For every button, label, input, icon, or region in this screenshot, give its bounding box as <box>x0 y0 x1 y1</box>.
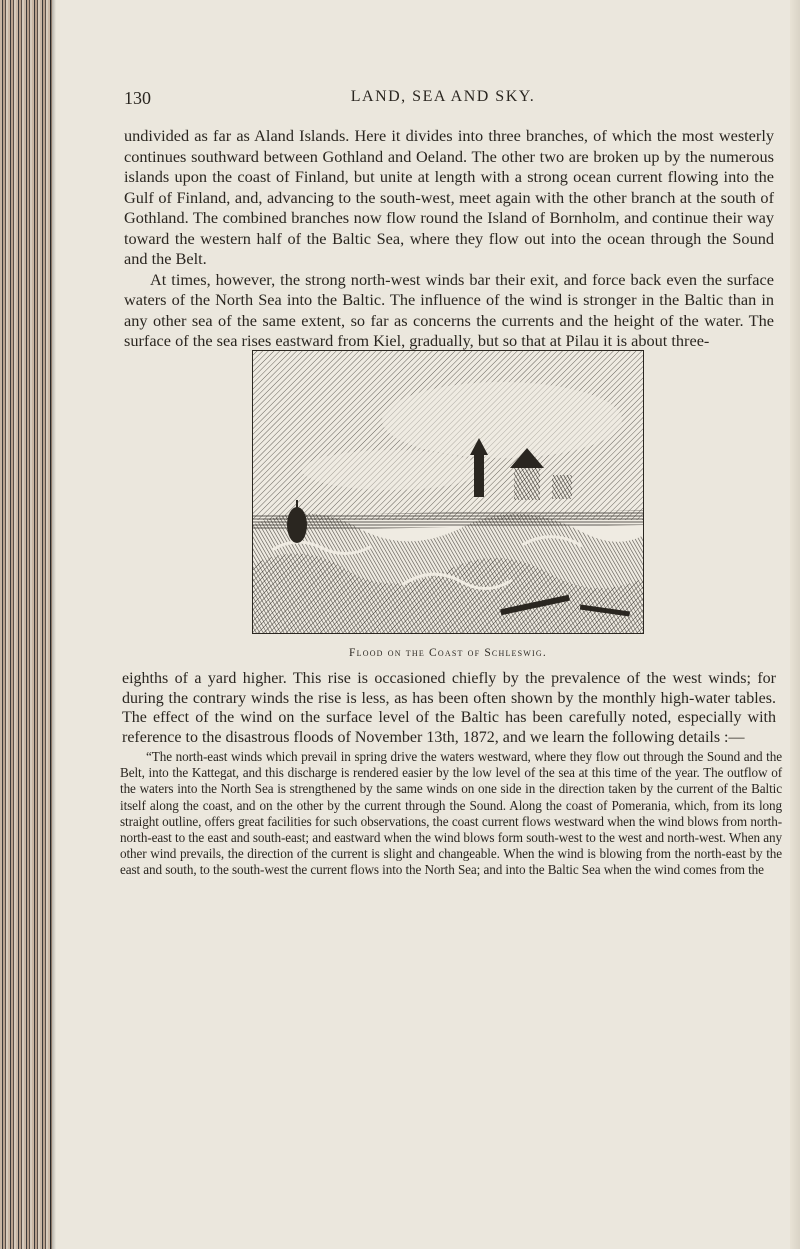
quotation-text: “The north-east winds which prevail in spring drive the waters westward, where they flow out through the Sound and the Belt, into the Kattegat, and this discharge is rendered easier by the low level of the sea at this time of the year. The outflow of the waters into the North Sea is strengthened by the same winds on one side in the direction taken by the current of the Baltic itself along the coast, and on the other by the current through the Sound. Along the coast of Pomerania, which, from its long straight outline, offers great facilities for such observations, the coast current flows westward when the wind blows from north-north-east to the east and south-east; and eastward when the wind blows form south-west to the west and north-west. When any other wind prevails, the direction of the current is slight and changeable. When the wind is blowing from the north-east by the east and south, to the south-west the current flows into the North Sea; and into the Baltic Sea when the wind comes from the <box>120 749 782 878</box>
running-title: LAND, SEA AND SKY. <box>350 88 536 105</box>
book-binding-edge <box>0 0 52 1249</box>
paragraph-text: undivided as far as Aland Islands. Here it divides into three branches, of which the most westerly continues southward between Gothland and Oeland. The other two are broken up by the numerous islands upon the coast of Finland, but unite at length with a strong ocean current flowing into the Gulf of Finland, and, advancing to the south-west, meet again with the other branch at the south of Gothland. The combined branches now flow round the Island of Bornholm, and continue their way toward the western half of the Baltic Sea, where they flow out into the ocean through the Sound and the Belt. <box>124 126 774 268</box>
figure-caption-text: Flood on the Coast of Schleswig. <box>349 647 547 659</box>
flood-engraving-illustration <box>252 350 644 634</box>
paragraph-rise-of-sea: eighths of a yard higher. This rise is occasioned chiefly by the prevalence of the west winds; for during the contrary winds the rise is less, as has been often shown by the monthly high-water tables. The effect of the wind on the surface level of the Baltic has been carefully noted, especially with reference to the disastrous floods of November 13th, 1872, and we learn the following details :— <box>122 670 776 746</box>
page-header <box>112 88 774 112</box>
flood-engraving <box>252 350 644 634</box>
paragraph-baltic-currents <box>124 126 774 352</box>
page-right-edge <box>790 0 800 1249</box>
paragraph-text: At times, however, the strong north-west winds bar their exit, and force back even the surface waters of the North Sea into the Baltic. The influence of the wind is stronger in the Baltic than in any other sea of the same extent, so far as concerns the currents and the height of the water. The surface of the sea rises eastward from Kiel, gradually, but so that at Pilau it is about three- <box>124 269 774 350</box>
tower-building <box>474 455 484 497</box>
page-number: 130 <box>124 88 151 108</box>
buoy <box>287 507 307 543</box>
figure-caption <box>242 647 654 659</box>
paragraph-quotation-winds <box>120 749 782 879</box>
book-page <box>112 0 782 1249</box>
